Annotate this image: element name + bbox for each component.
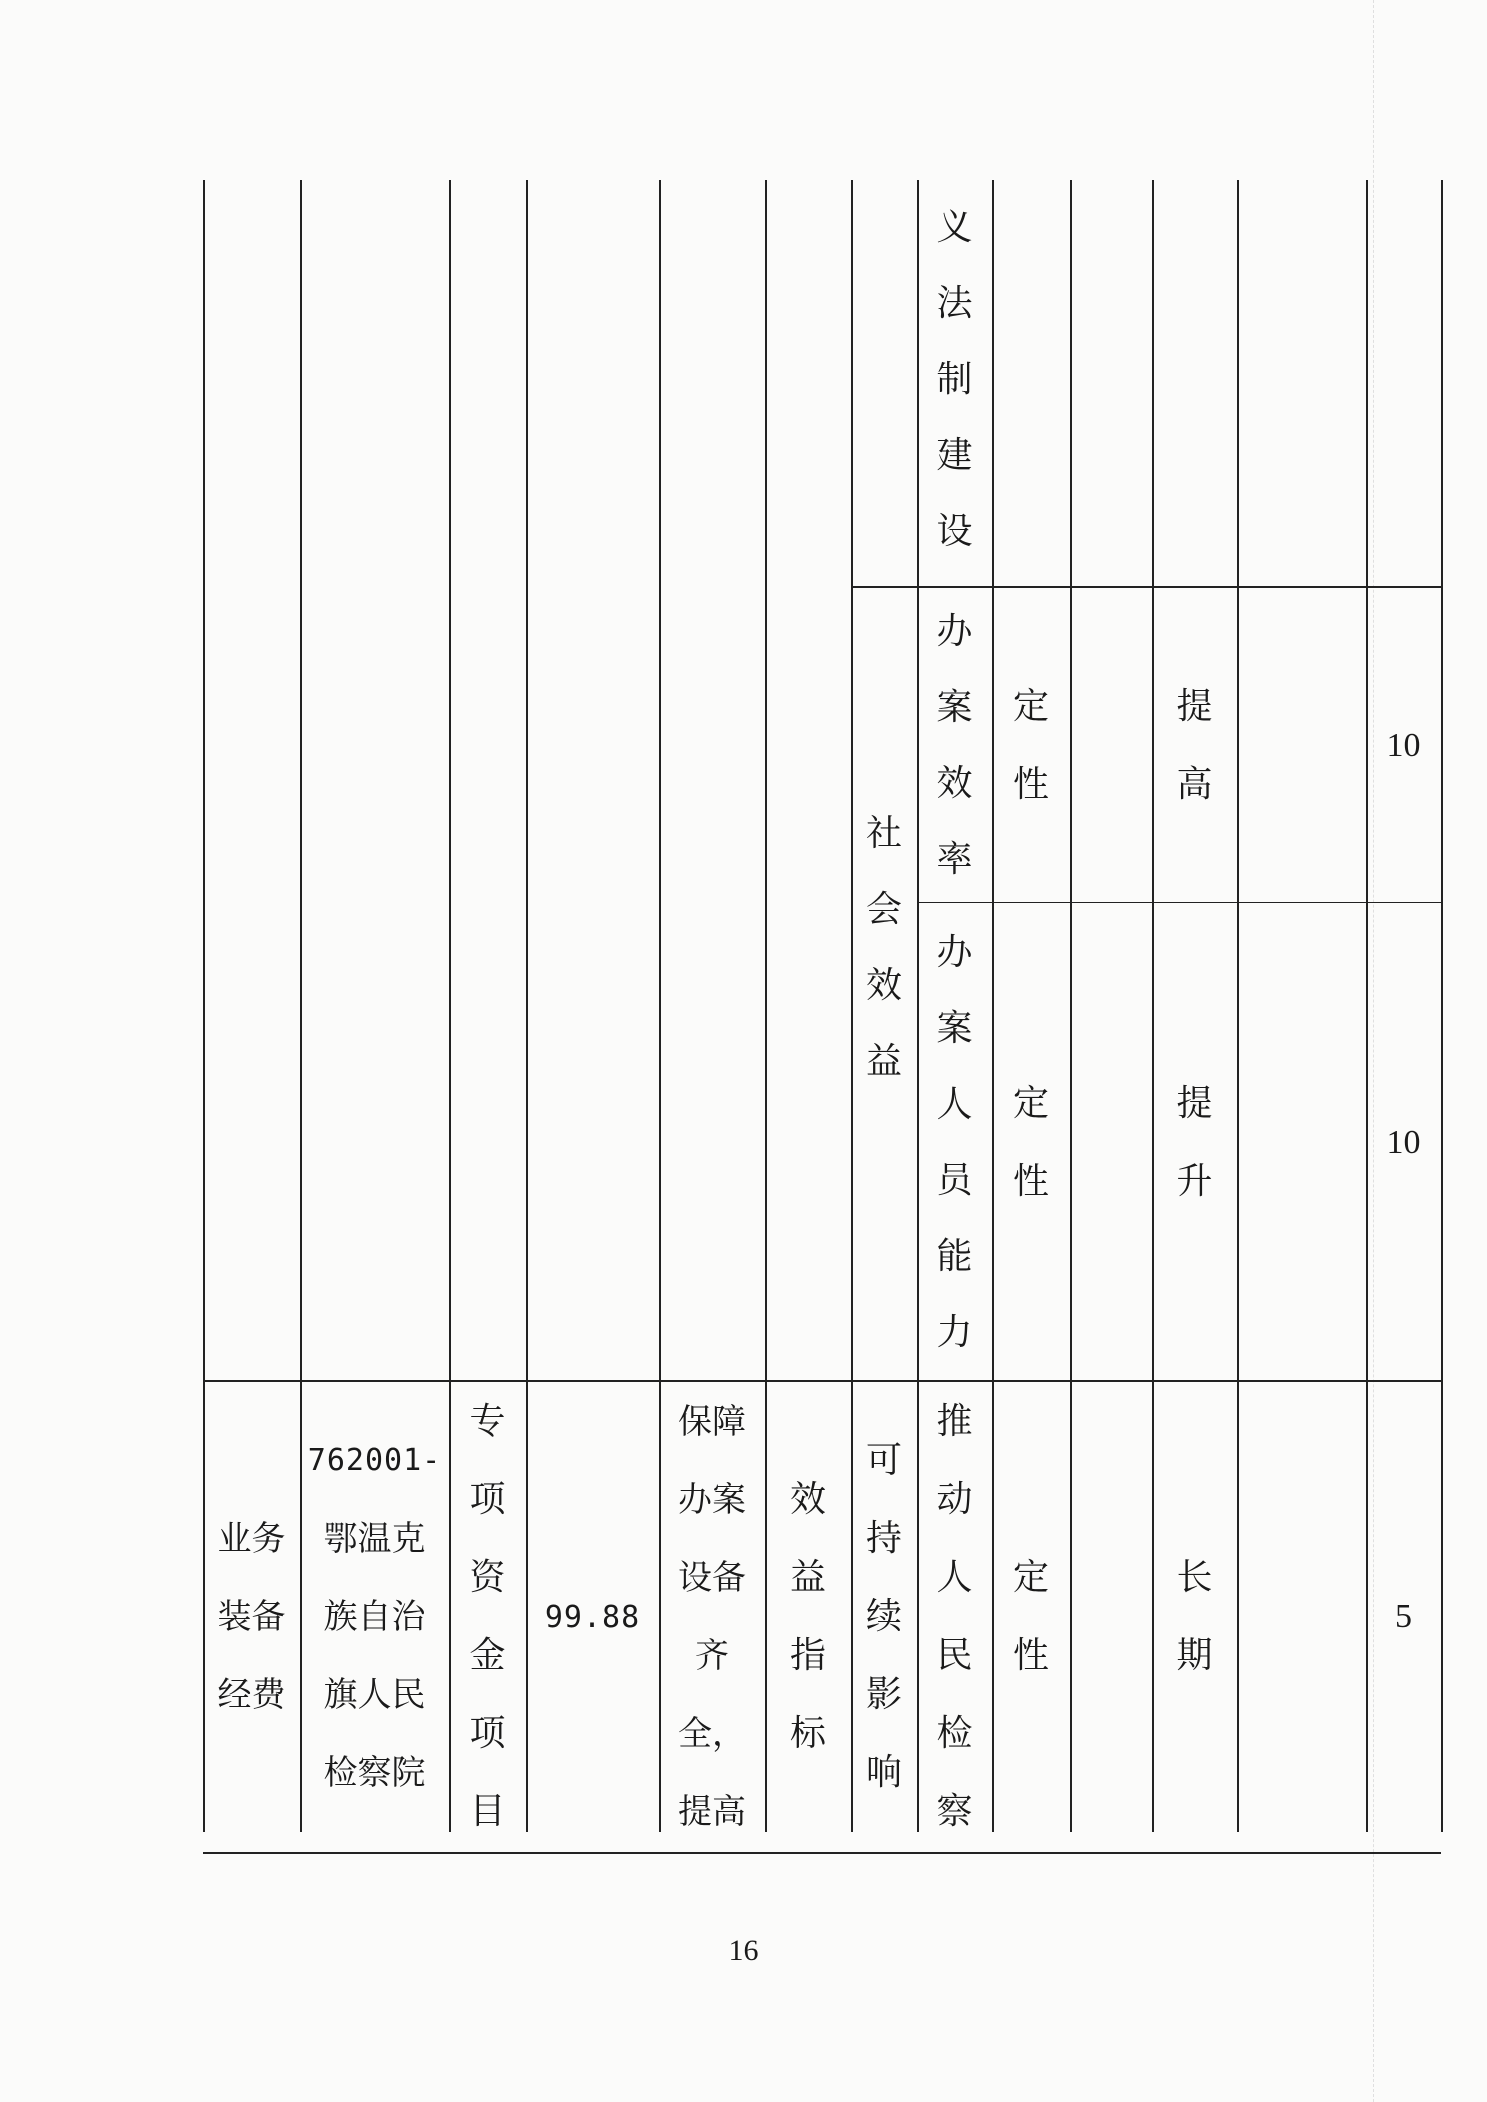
project-type-text: 专项资金项目 <box>469 1401 506 1832</box>
level1-cell <box>765 1382 851 1852</box>
score-text: 10 <box>1386 727 1421 764</box>
table-border-right <box>1441 180 1443 1832</box>
indicator-cell <box>917 590 992 902</box>
target-text: 提升 <box>1176 1083 1213 1202</box>
indicator-text: 义法制建设 <box>936 207 973 552</box>
level2-cell <box>851 1382 917 1852</box>
nature-cell <box>992 1382 1070 1852</box>
unit-code-text: 762001- <box>307 1443 442 1478</box>
goal-cell <box>659 1382 765 1852</box>
score-cell <box>1366 590 1441 902</box>
nature-cell <box>992 906 1070 1380</box>
target-cell <box>1152 1382 1237 1852</box>
indicator-cell <box>917 1382 992 1852</box>
category-cell <box>851 796 917 1136</box>
indicator-cell <box>917 190 992 586</box>
level2-text: 可持续影响 <box>865 1440 902 1793</box>
nature-cell <box>992 590 1070 902</box>
project-name-cell <box>203 1382 300 1852</box>
unit-cell <box>300 1382 449 1852</box>
amount-cell <box>526 1382 659 1852</box>
column-divider <box>1237 180 1239 1832</box>
nature-text: 定性 <box>1012 1557 1049 1676</box>
indicator-text: 推动人民检察 <box>936 1401 973 1832</box>
project-name-text: 业务装备经费 <box>217 1519 286 1715</box>
amount-text: 99.88 <box>544 1599 641 1635</box>
row-divider <box>851 586 1441 588</box>
project-type-cell <box>449 1382 526 1852</box>
indicator-cell <box>917 906 992 1380</box>
unit-name-text: 鄂温克族自治旗人民检察院 <box>323 1519 426 1793</box>
goal-text: 保障办案设备齐全，提高 <box>677 1402 746 1832</box>
category-text: 社会效益 <box>865 813 902 1082</box>
score-text: 10 <box>1386 1124 1421 1161</box>
score-text: 5 <box>1395 1598 1412 1635</box>
score-cell <box>1366 906 1441 1380</box>
target-cell <box>1152 590 1237 902</box>
score-cell <box>1366 1382 1441 1852</box>
target-text: 长期 <box>1176 1557 1213 1676</box>
target-text: 提高 <box>1176 686 1213 805</box>
level1-text: 效益指标 <box>789 1479 826 1754</box>
nature-text: 定性 <box>1012 686 1049 805</box>
target-cell <box>1152 906 1237 1380</box>
table-border-bottom <box>203 1852 1441 1854</box>
page-number: 16 <box>728 1934 759 1967</box>
indicator-text: 办案效率 <box>936 611 973 880</box>
row-divider <box>917 902 1441 903</box>
indicator-text: 办案人员能力 <box>936 932 973 1353</box>
column-divider <box>1070 180 1072 1832</box>
nature-text: 定性 <box>1012 1083 1049 1202</box>
